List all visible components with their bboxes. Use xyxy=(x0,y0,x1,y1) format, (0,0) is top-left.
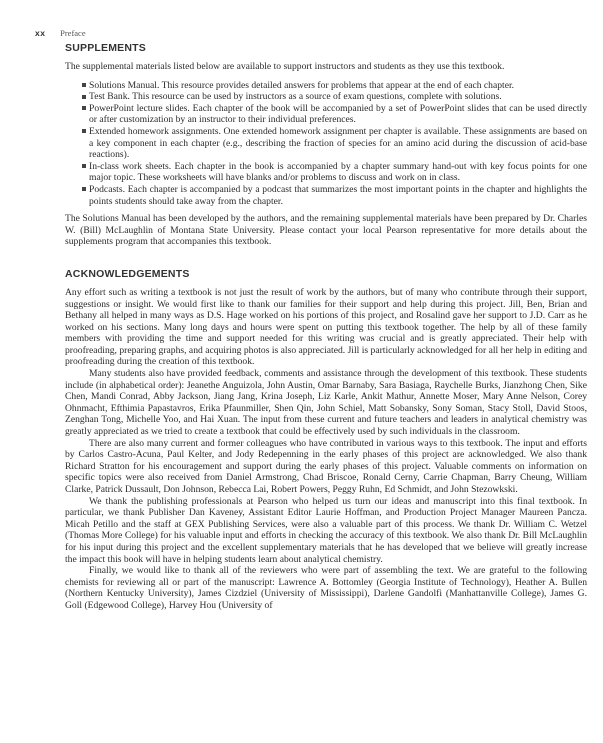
supplements-list xyxy=(65,80,587,208)
paragraph: Many students also have provided feedback, comments and assistance through the development of this textbook. These students include (in alphabetical order): Jeanethe Anguizola, John Austin, Omar Barnaby, Sara Basiaga, Raychelle Burks, Jianzhong Chen, Sike Chen, Mandi Conrad, Abby Jackson, Jiang Jang, Krina Joseph, Liz Karle, Ankit Mathur, Annette Moser, Mary Anne Nelson, Corey Ohnmacht, Efthimia Papastavros, Erika Pfaunmiller, Shen Qin, John Schiel, Matt Sobansky, Sony Soman, Stacy Stoll, David Stoos, Zenghan Tong, Michelle Yoo, and Hai Xuan. The input from these current and future teachers and leaders in analytical chemistry was greatly appreciated as we tried to create a textbook that could be effectively used by such individuals in the classroom. xyxy=(65,368,587,438)
supplements-heading: SUPPLEMENTS xyxy=(65,42,146,54)
running-head-section: Preface xyxy=(60,28,86,38)
running-head xyxy=(35,28,86,38)
page-number: xx xyxy=(35,28,46,38)
paragraph: There are also many current and former colleagues who have contributed in various ways to this textbook. The input and efforts by Carlos Castro-Acuna, Paul Kelter, and Jody Redepenning in the early phases of this project are acknowledged. We also thank Richard Stratton for his encouragement and support during the early phases of this project. Valuable comments on information on specific topics were also received from Daniel Armstrong, Chad Briscoe, Ronald Cerny, Carrie Chapman, Barry Cheung, William Clarke, Patrick Dussault, Don Johnson, Rebecca Lai, Robert Powers, Peggy Ruhn, Ed Schmidt, and John Stezowkski. xyxy=(65,437,587,495)
list-item: PowerPoint lecture slides. Each chapter of the book will be accompanied by a set of PowerPoint slides that can be used directly or after customization by an instructor to their individual preferences. xyxy=(83,103,587,126)
paragraph: Any effort such as writing a textbook is not just the result of work by the authors, but of many who contribute through their support, suggestions or insight. We would first like to thank our families for their support and help during this project. Jill, Ben, Brian and Bethany all helped in many ways as D.S. Hage worked on his portions of this project, and Rosalind gave her support to J.D. Carr as he worked on his sections. Many long days and hours were spent on putting this textbook together. The help by all of these family members with providing the time and support needed for this writing was crucial and is greatly appreciated. Their help with proofreading, preparing graphs, and acquiring photos is also appreciated. Jill is particularly acknowledged for all her help in editing and proofreading during the creation of this textbook. xyxy=(65,286,587,368)
supplements-section xyxy=(65,42,587,248)
list-item: Extended homework assignments. One extended homework assignment per chapter is available. These assignments are based on a key component in each chapter (e.g., describing the fraction of species for an amino acid during the discussion of acid-base reactions). xyxy=(83,126,587,161)
list-item: In-class work sheets. Each chapter in the book is accompanied by a chapter summary hand-out with key focus points for one major topic. These worksheets will have blanks and/or problems to discuss and work on in class. xyxy=(83,161,587,184)
list-item: Podcasts. Each chapter is accompanied by a podcast that summarizes the most important points in the chapter and highlights the points students should take away from the chapter. xyxy=(83,184,587,207)
list-item: Test Bank. This resource can be used by instructors as a source of exam questions, complete with solutions. xyxy=(83,91,587,103)
supplements-closing: The Solutions Manual has been developed by the authors, and the remaining supplemental materials have been prepared by Dr. Charles W. (Bill) McLaughlin of Montana State University. Please contact your local Pearson representative for more details about the supplements program that accompanies this textbook. xyxy=(65,213,587,248)
list-item: Solutions Manual. This resource provides detailed answers for problems that appear at the end of each chapter. xyxy=(83,80,587,92)
supplements-intro: The supplemental materials listed below are available to support instructors and students as they use this textbook. xyxy=(65,61,505,72)
page-content xyxy=(65,42,587,612)
paragraph: Finally, we would like to thank all of the reviewers who were part of assembling the text. We are grateful to the following chemists for reviewing all or part of the manuscript: Lawrence A. Bottomley (Georgia Institute of Technology), Heather A. Bullen (Northern Kentucky University), James Cizdziel (University of Mississippi), Darlene Gandolfi (Manhattanville College), James G. Goll (Edgewood College), Harvey Hou (University of xyxy=(65,565,587,611)
acknowledgements-section xyxy=(65,268,587,612)
paragraph: We thank the publishing professionals at Pearson who helped us turn our ideas and manuscript into this final textbook. In particular, we thank Publisher Dan Kaveney, Assistant Editor Laurie Hoffman, and Production Project Manager Maureen Pancza. Micah Petillo and the staff at GEX Publishing Services, were also a valuable part of this process. We thank Dr. William C. Wetzel (Thomas More College) for his valuable input and efforts in checking the accuracy of this textbook. We also thank Dr. Bill McLaughlin for his input during this project and the excellent supplementary materials that he has developed that we believe will greatly increase the impact this book will have in helping students learn about analytical chemistry. xyxy=(65,495,587,565)
acknowledgements-heading: ACKNOWLEDGEMENTS xyxy=(65,267,190,280)
